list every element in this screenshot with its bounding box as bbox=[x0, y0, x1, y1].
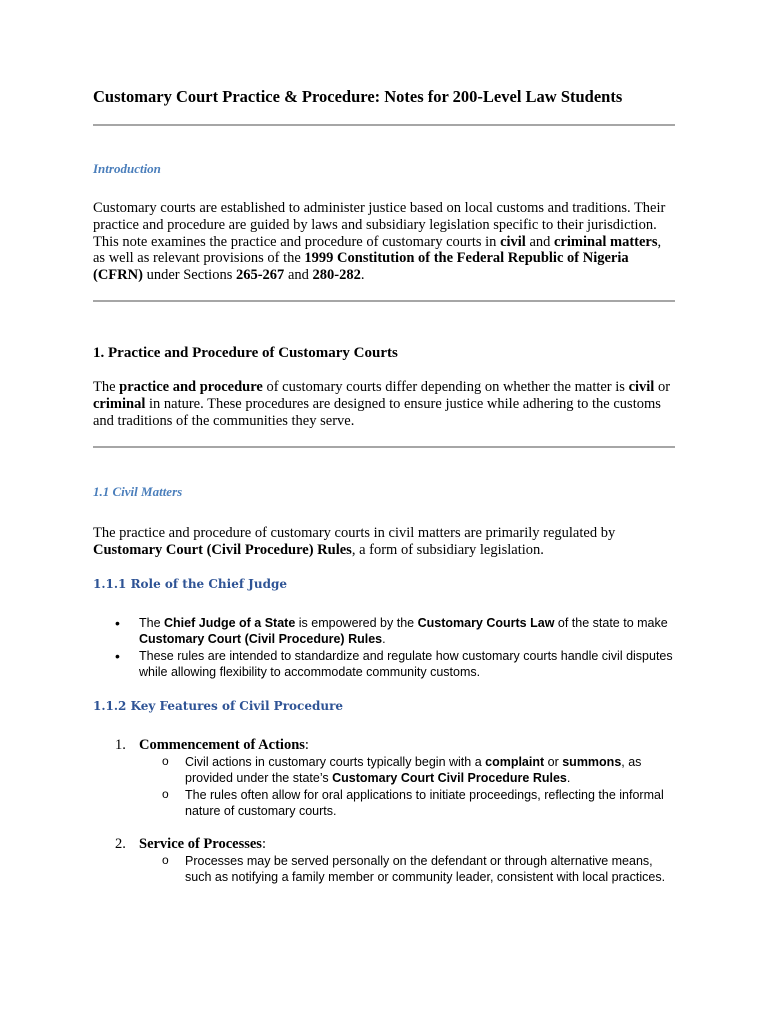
section-paragraph: The practice and procedure of customary courts differ depending on whether the matter is civil or criminal in nature. These procedures are designed to ensure justice while adhering to the customs and traditions of the communities they serve. bbox=[93, 378, 671, 429]
document-content bbox=[93, 86, 675, 886]
list-item bbox=[93, 737, 675, 820]
key-features-list bbox=[93, 737, 675, 886]
sub-list bbox=[139, 754, 675, 820]
chief-judge-list bbox=[93, 615, 675, 681]
list-item bbox=[93, 836, 675, 886]
item-number: 1. bbox=[115, 736, 126, 753]
civil-matters-heading: 1.1 Civil Matters bbox=[93, 484, 183, 500]
item-heading: Commencement of Actions: bbox=[139, 736, 309, 753]
section-heading: 1. Practice and Procedure of Customary Courts bbox=[93, 344, 398, 361]
key-features-heading: 1.1.2 Key Features of Civil Procedure bbox=[93, 698, 344, 713]
item-number: 2. bbox=[115, 835, 126, 852]
sub-list-item: o Civil actions in customary courts typically begin with a complaint or summons, as provided under the state’s Customary Court Civil Procedure Rules. bbox=[185, 754, 675, 787]
introduction-heading: Introduction bbox=[93, 161, 161, 176]
civil-matters-paragraph: The practice and procedure of customary courts in civil matters are primarily regulated by Customary Court (Civil Procedure) Rules, a form of subsidiary legislation. bbox=[93, 525, 616, 559]
introduction-paragraph: Customary courts are established to administer justice based on local customs and traditions. Their practice and procedure are guided by laws and subsidiary legislation specific to their jurisdiction. This note examines the practice and procedure of customary courts in civil and criminal matters, as well as relevant provisions of the 1999 Constitution of the Federal Republic of Nigeria (CFRN) under Sections 265-267 and 280-282. bbox=[93, 200, 666, 284]
chief-judge-heading: 1.1.1 Role of the Chief Judge bbox=[93, 576, 287, 591]
sub-list-item: o Processes may be served personally on the defendant or through alternative means, such as notifying a family member or community leader, consistent with local practices. bbox=[185, 853, 675, 886]
list-item: • The Chief Judge of a State is empowered by the Customary Courts Law of the state to make Customary Court (Civil Procedure) Rules. bbox=[139, 615, 675, 648]
sub-list-item: o The rules often allow for oral applications to initiate proceedings, reflecting the informal nature of customary courts. bbox=[185, 787, 675, 820]
document-title: Customary Court Practice & Procedure: Notes for 200-Level Law Students bbox=[93, 87, 623, 106]
item-heading: Service of Processes: bbox=[139, 835, 266, 852]
list-item: • These rules are intended to standardize and regulate how customary courts handle civil disputes while allowing flexibility to accommodate community customs. bbox=[139, 648, 675, 681]
sub-list bbox=[139, 853, 675, 886]
